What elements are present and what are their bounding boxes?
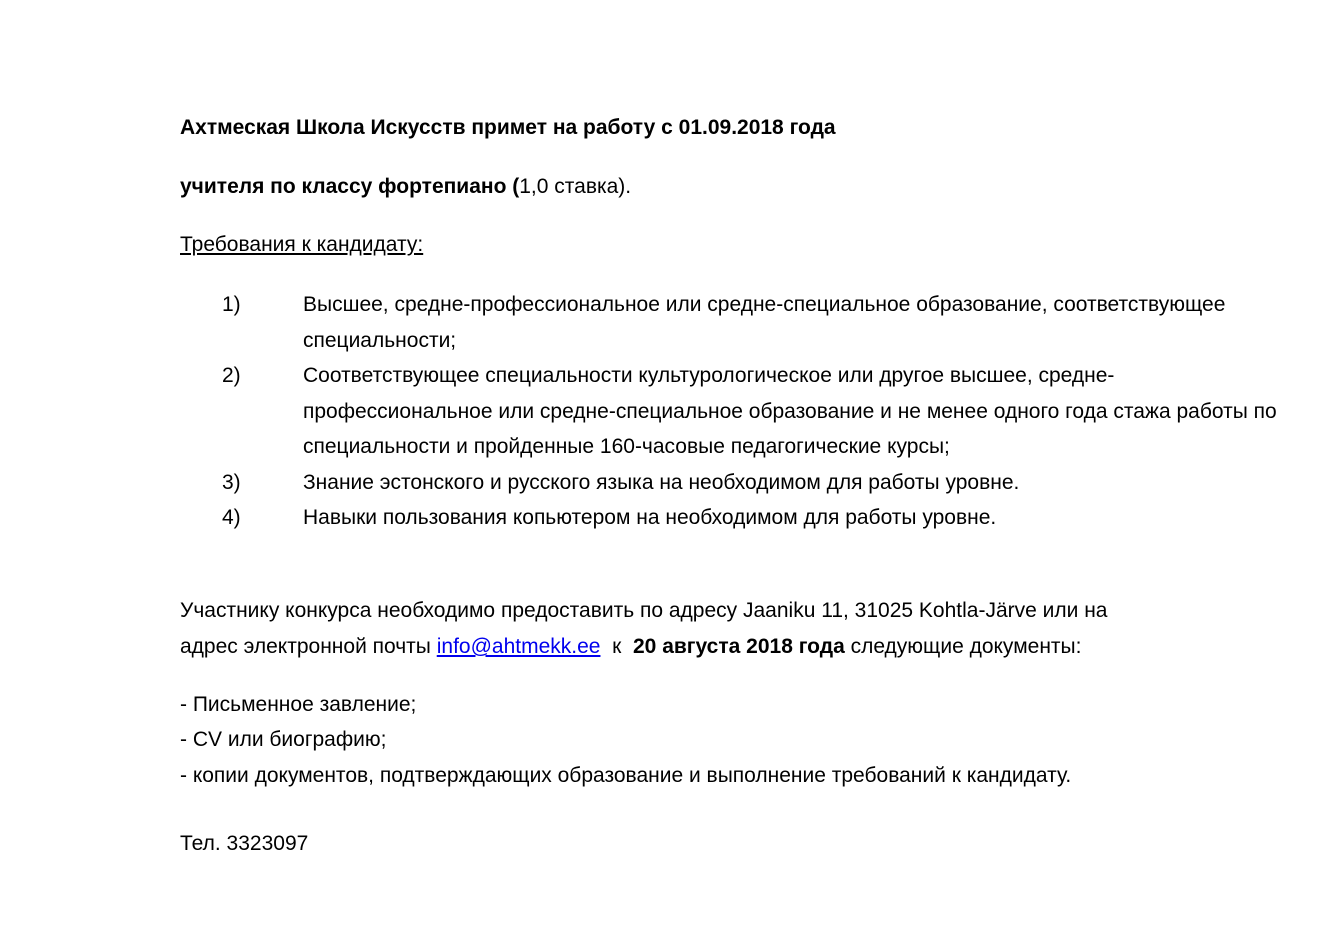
requirement-number: 3) (222, 471, 241, 494)
submission-text: адрес электронной почты (180, 635, 437, 658)
requirement-text: Навыки пользования копьютером на необходимом для работы уровне. (303, 506, 997, 529)
requirement-text: Соответствующее специальности культурологическое или другое высшее, средне-профессиональное или средне-специальное образование и не менее одного года стажа работы по специальности и пройденные 160-часовые педагогические курсы; (303, 364, 1277, 458)
requirement-text: Высшее, средне-профессиональное или средне-специальное образование, соответствующее специальности; (303, 293, 1226, 352)
email-link[interactable]: info@ahtmekk.ee (436, 635, 601, 658)
document-item-2: - CV или биографию; (180, 728, 387, 751)
requirement-text: Знание эстонского и русского языка на необходимом для работы уровне. (303, 471, 1020, 494)
document-item-3: - копии документов, подтверждающих образование и выполнение требований к кандидату. (180, 764, 1072, 787)
document-item-1: - Письменное завление; (180, 693, 417, 716)
phone-number: Тел. 3323097 (180, 832, 309, 855)
heading-line-2 (180, 173, 631, 201)
submission-text: следующие документы: (844, 635, 1082, 658)
requirement-number: 1) (222, 293, 241, 316)
submission-text: к (600, 635, 633, 658)
deadline-date: 20 августа 2018 года (633, 635, 845, 658)
requirement-number: 2) (222, 364, 241, 387)
submission-line-1: Участнику конкурса необходимо предоставить по адресу Jaaniku 11, 31025 Kohtla-Järve или на (180, 599, 1108, 622)
requirement-number: 4) (222, 506, 241, 529)
submission-line-2 (180, 633, 1081, 661)
heading-position: учителя по классу фортепиано ( (180, 175, 520, 198)
heading-line-1: Ахтмеская Школа Искусств примет на работу с 01.09.2018 года (180, 116, 836, 139)
heading-rate: 1,0 ставка). (519, 175, 632, 198)
requirements-title: Требования к кандидату: (180, 233, 424, 256)
